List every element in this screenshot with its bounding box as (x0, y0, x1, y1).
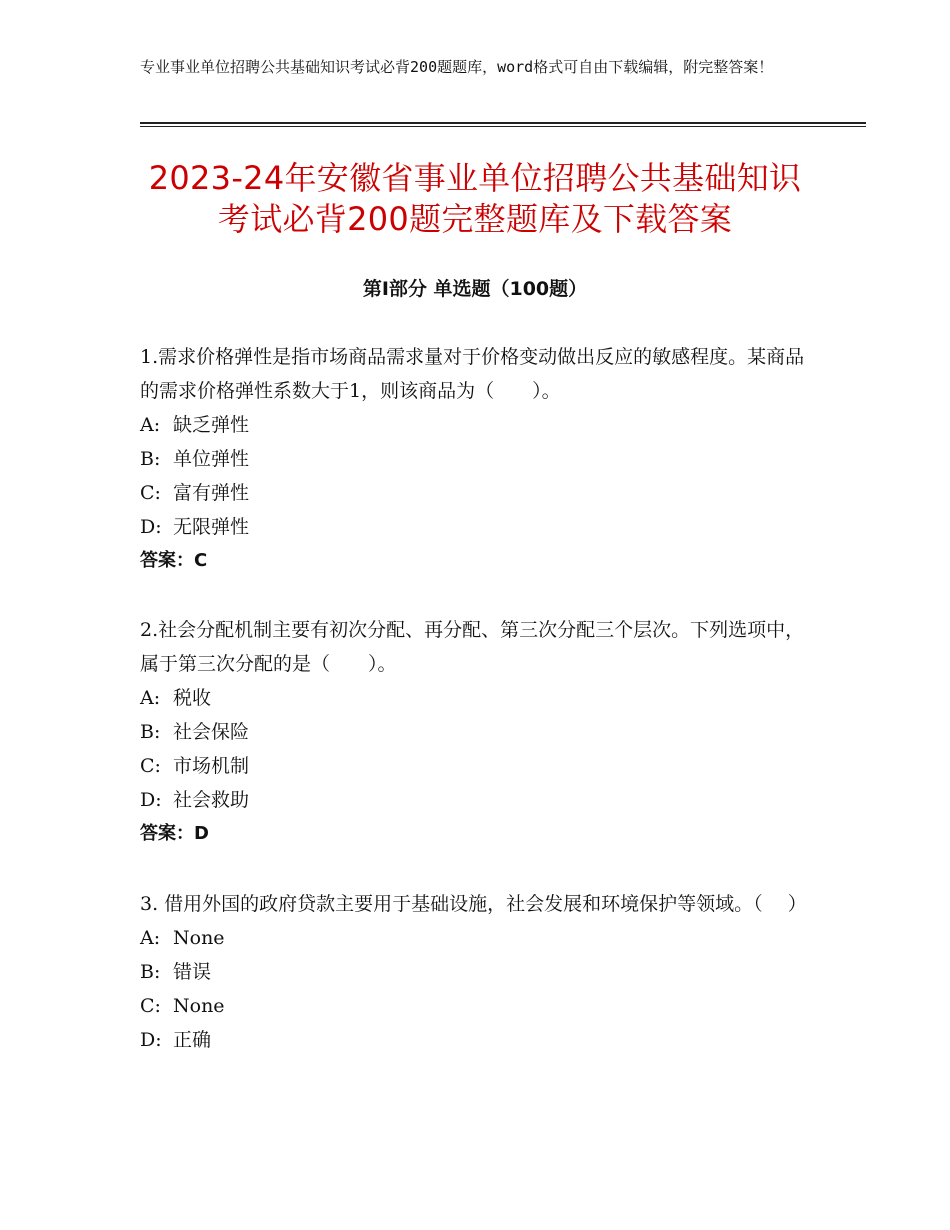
option-text: 错误 (173, 961, 212, 983)
option-text: None (173, 927, 225, 949)
option-b (140, 715, 810, 749)
question-text: 2.社会分配机制主要有初次分配、再分配、第三次分配三个层次。下列选项中，属于第三次分配的是（ ）。 (140, 619, 805, 675)
option-letter: A: (140, 687, 161, 709)
question-3 (140, 887, 810, 1057)
option-letter: C: (140, 755, 161, 777)
option-letter: D: (140, 516, 162, 538)
option-text: 税收 (173, 687, 212, 709)
option-text: 社会救助 (173, 789, 250, 811)
option-b (140, 955, 810, 989)
option-a (140, 921, 810, 955)
option-d (140, 510, 810, 544)
option-letter: A: (140, 927, 161, 949)
option-letter: C: (140, 482, 161, 504)
option-a (140, 408, 810, 442)
option-text: 市场机制 (173, 755, 250, 777)
question-text: 3. 借用外国的政府贷款主要用于基础设施，社会发展和环境保护等领域。（ ） (140, 893, 807, 915)
option-a (140, 681, 810, 715)
option-c (140, 989, 810, 1023)
option-text: 正确 (173, 1029, 212, 1051)
option-text: None (173, 995, 225, 1017)
header-rule-thin (140, 126, 866, 127)
option-b (140, 442, 810, 476)
option-text: 社会保险 (173, 721, 250, 743)
option-d (140, 783, 810, 817)
option-letter: D: (140, 1029, 162, 1051)
header-rule-thick (140, 122, 866, 124)
option-d (140, 1023, 810, 1057)
question-2 (140, 613, 810, 851)
option-c (140, 476, 810, 510)
question-1 (140, 340, 810, 578)
option-c (140, 749, 810, 783)
option-text: 富有弹性 (173, 482, 250, 504)
option-letter: D: (140, 789, 162, 811)
answer-label: 答案：C (140, 550, 208, 571)
option-text: 缺乏弹性 (173, 414, 250, 436)
document-title: 2023-24年安徽省事业单位招聘公共基础知识考试必背200题完整题库及下载答案 (148, 159, 802, 238)
question-text: 1.需求价格弹性是指市场商品需求量对于价格变动做出反应的敏感程度。某商品的需求价格弹性系数大于1，则该商品为（ ）。 (140, 346, 805, 402)
option-letter: C: (140, 995, 161, 1017)
answer-label: 答案：D (140, 823, 209, 844)
section-title: 第Ⅰ部分 单选题（100题） (362, 278, 588, 300)
option-letter: A: (140, 414, 161, 436)
option-letter: B: (140, 961, 161, 983)
option-letter: B: (140, 448, 161, 470)
header-note: 专业事业单位招聘公共基础知识考试必背200题题库，word格式可自由下载编辑，附完整答案！ (140, 58, 774, 76)
option-letter: B: (140, 721, 161, 743)
option-text: 无限弹性 (173, 516, 250, 538)
option-text: 单位弹性 (173, 448, 250, 470)
